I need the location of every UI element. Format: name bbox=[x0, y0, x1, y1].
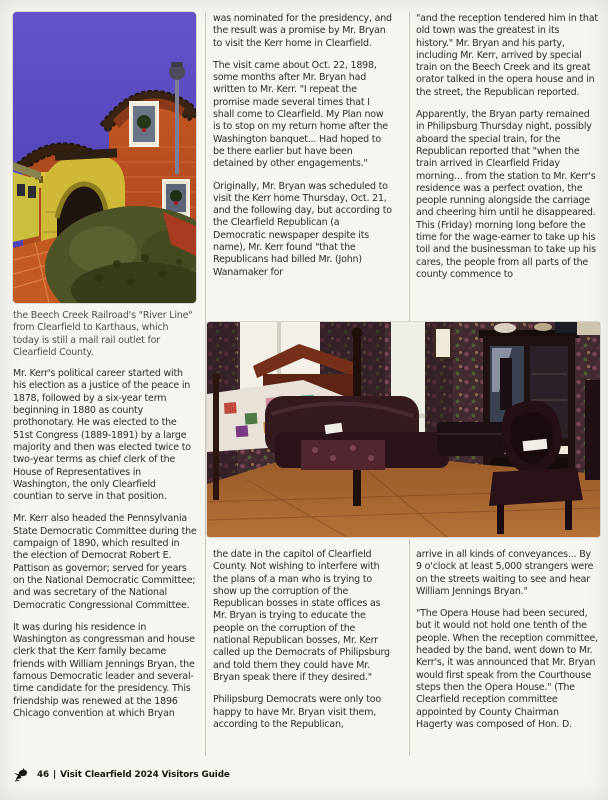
paragraph: Philipsburg Democrats were only too happy to have Mr. Bryan visit them, according to the Republican, bbox=[213, 694, 381, 730]
column-1 bbox=[13, 12, 197, 720]
station-photo bbox=[13, 12, 196, 303]
bedroom-photo bbox=[207, 322, 600, 537]
column-3-lower bbox=[416, 549, 598, 731]
station-photo-caption: the Beech Creek Railroad's "River Line" from Clearfield to Karthaus, which today is still a mail rail outlet for Clearfield County. bbox=[13, 310, 193, 358]
paragraph: The visit came about Oct. 22, 1898, some months after Mr. Bryan had written to Mr. Kerr. "I repeat the promise made several times that I shall come to Clearfield. My Plan now is to stop on my return home after the Washington banquet... Had hoped to be there earlier but have been detained by other engagements." bbox=[213, 59, 388, 170]
column-2-lower bbox=[213, 549, 393, 731]
trolley bbox=[13, 162, 41, 242]
paragraph: Mr. Kerr's political career started with his election as a justice of the peace in 1878, followed by a six-year term beginning in 1880 as county prothonotary. He was elected to the 51st Congress (1889-1891) by a large majority and then was elected twice to two-year terms as chief clerk of the House of Representatives in Washington, the only Clearfield countian to serve in that position. bbox=[13, 368, 191, 503]
bedroom-photo-image bbox=[207, 322, 600, 537]
paragraph: was nominated for the presidency, and the result was a promise by Mr. Bryan to visit the Kerr home in Clearfield. bbox=[213, 13, 392, 49]
paragraph: "and the reception tendered him in that old town was the greatest in its history." Mr. Bryan and his party, including Mr. Kerr, arrived by special train on the Beech Creek and its great orator talked in the opera house and in the street, the Republican reported. bbox=[416, 13, 598, 98]
paragraph: Apparently, the Bryan party remained in Philipsburg Thursday night, possibly aboard the special train, for the Republican reported that "when the train arrived in Clearfield Friday morning... from the station to Mr. Kerr's residence was a perfect ovation, the people running alongside the carriage and cheering him until he disappeared. This (Friday) morning long before the time for the wage-earner to take up his toil and the businessman to take up his cares, the people from all parts of the county commence to bbox=[416, 109, 596, 280]
footer-guide-title: Visit Clearfield 2024 Visitors Guide bbox=[60, 769, 230, 780]
grouse-logo-icon bbox=[13, 767, 31, 782]
footer-page-number: 46 bbox=[37, 769, 50, 780]
paragraph: Mr. Kerr also headed the Pennsylvania State Democratic Committee during the campaign of 1890, which resulted in the election of Democrat Robert E. Pattison as governor; served for years on the National Democratic Committee; and was secretary of the National Democratic Congressional Committee. bbox=[13, 513, 197, 611]
paragraph: the date in the capitol of Clearfield County. Not wishing to interfere with the plans of a man who is trying to show up the corruption of the Republican bosses in state offices as Mr. Bryan is trying to educate the people on the corruption of the national Republican bosses, Mr. Kerr called up the Democrats of Philipsburg and told them they could have Mr. Bryan speak there if they desired." bbox=[213, 549, 390, 683]
paragraph: "The Opera House had been secured, but it would not hold one tenth of the people. When the reception committee, headed by the band, went down to Mr. Kerr's, it was announced that Mr. Bryan would first speak from the Courthouse steps then the Opera House." (The Clearfield reception committee appointed by County Chairman Hagerty was composed of Hon. D. bbox=[416, 608, 598, 730]
paragraph: It was during his residence in Washington as congressman and house clerk that the Kerr family became friends with William Jennings Bryan, the famous Democratic leader and several-time candidate for the presidency. This friendship was renewed at the 1896 Chicago convention at which Bryan bbox=[13, 621, 195, 719]
station-photo-image bbox=[13, 12, 196, 303]
paragraph: Originally, Mr. Bryan was scheduled to visit the Kerr home Thursday, Oct. 21, and the following day, but according to the Clearfield Republican (a Democratic newspaper despite its name), Mr. Kerr found "that the Republicans had billed Mr. (John) Wanamaker for bbox=[213, 180, 392, 278]
page-footer bbox=[13, 767, 230, 782]
column-3-upper bbox=[416, 13, 598, 281]
paragraph: arrive in all kinds of conveyances... By 9 o'clock at least 5,000 strangers were on the streets waiting to see and hear William Jennings Bryan." bbox=[416, 549, 594, 597]
column-2-upper bbox=[213, 13, 393, 279]
footer-separator: | bbox=[53, 769, 57, 780]
column-divider bbox=[205, 12, 206, 756]
trunk bbox=[437, 422, 505, 456]
